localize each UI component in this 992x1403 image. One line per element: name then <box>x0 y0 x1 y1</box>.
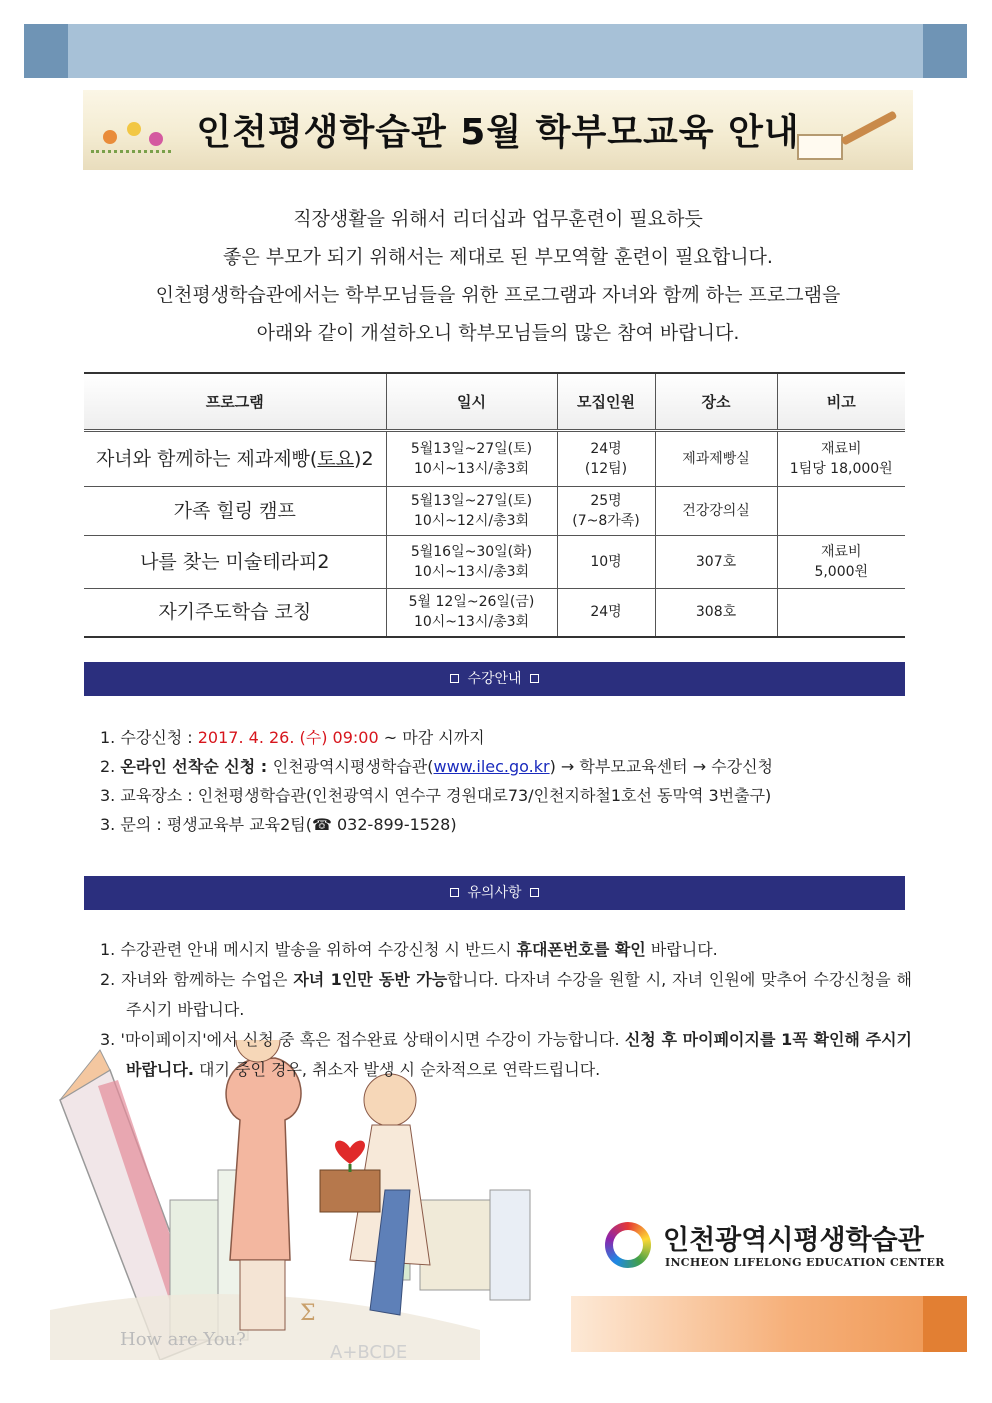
program-table <box>84 372 905 638</box>
list-item <box>100 965 912 1025</box>
item-label: 온라인 선착순 신청 : <box>120 757 273 776</box>
program-place: 308호 <box>655 588 777 637</box>
checkbox-icon <box>530 674 539 683</box>
heart-icon <box>335 1141 365 1164</box>
intro-line: 직장생활을 위해서 리더십과 업무훈련이 필요하듯 <box>293 208 703 230</box>
program-capacity: 24명 <box>557 588 655 637</box>
capacity-count: 25명 <box>590 492 622 509</box>
program-datetime <box>386 430 557 486</box>
top-decor-band <box>24 24 967 78</box>
list-item <box>100 752 915 781</box>
registration-date: 2017. 4. 26. (수) 09:00 <box>197 728 379 747</box>
capacity-detail: (7~8가족) <box>572 512 640 529</box>
book-stack-icon <box>420 1200 490 1290</box>
item-emphasis: 자녀 1인만 동반 가능 <box>293 970 448 989</box>
program-datetime <box>386 535 557 588</box>
bottom-decor-band <box>571 1296 967 1352</box>
program-name: 가족 힐링 캠프 <box>84 486 386 535</box>
top-band-left-cap <box>24 24 68 78</box>
capacity-count: 24명 <box>590 440 622 457</box>
program-note <box>777 535 905 588</box>
intro-line: 인천평생학습관에서는 학부모님들을 위한 프로그램과 자녀와 함께 하는 프로그램을 <box>155 284 841 306</box>
program-date: 5월 12일~26일(금) <box>408 594 535 611</box>
top-band-right-cap <box>923 24 967 78</box>
program-note <box>777 486 905 535</box>
logo-english-name: INCHEON LIFELONG EDUCATION CENTER <box>665 1256 945 1269</box>
table-row <box>84 430 905 486</box>
checkbox-icon <box>530 888 539 897</box>
notes-list <box>100 935 912 1085</box>
program-date: 5월13일~27일(토) <box>410 492 533 509</box>
program-place: 제과제빵실 <box>655 430 777 486</box>
item-number: 3. <box>100 786 116 805</box>
item-text: 수강관련 안내 메시지 발송을 위하여 수강신청 시 반드시 <box>120 940 517 959</box>
flower-pot-icon <box>320 1170 380 1212</box>
item-emphasis: 신청 후 마이페이지를 1꼭 확인해 주시기 바랍니다. <box>126 1030 913 1079</box>
item-text: '마이페이지'에서 신청 중 혹은 접수완료 상태이시면 수강이 가능합니다. <box>120 1030 625 1049</box>
list-item <box>100 810 915 839</box>
logo-emblem-icon <box>605 1222 651 1268</box>
item-text: 바랍니다. <box>645 940 718 959</box>
item-text: ~ 마감 시까지 <box>378 728 485 747</box>
list-item <box>100 935 912 965</box>
program-name: 자기주도학습 코칭 <box>84 588 386 637</box>
crayon-icon <box>490 1190 530 1300</box>
item-emphasis: 휴대폰번호를 확인 <box>516 940 646 959</box>
program-name <box>84 430 386 486</box>
item-text: 대기 중인 경우, 취소자 발생 시 순차적으로 연락드립니다. <box>193 1060 601 1079</box>
item-number: 2. <box>100 970 116 989</box>
item-number: 3. <box>100 1030 116 1049</box>
page-title: 인천평생학습관 5월 학부모교육 안내 <box>196 112 800 153</box>
intro-line: 아래와 같이 개설하오니 학부모님들의 많은 참여 바랍니다. <box>256 322 740 344</box>
item-text: 자녀와 함께하는 수업은 <box>121 970 294 989</box>
program-capacity <box>557 486 655 535</box>
note-line: 재료비 <box>820 440 862 457</box>
program-name-underlined: 토요 <box>317 447 355 470</box>
item-text: ) → 학부모교육센터 → 수강신청 <box>549 757 774 776</box>
col-header-datetime: 일시 <box>386 373 557 430</box>
bottom-band-right-cap <box>923 1296 967 1352</box>
list-item <box>100 1025 912 1085</box>
col-header-place: 장소 <box>655 373 777 430</box>
item-text: 합니다. 다자녀 수강을 원할 시, 자녀 인원에 맞추어 수강신청을 해 주시기 바랍니다. <box>126 970 912 1019</box>
item-number: 3. <box>100 815 116 834</box>
table-header-row <box>84 373 905 430</box>
program-time: 10시~13시/총3회 <box>413 460 530 477</box>
item-number: 2. <box>100 757 116 776</box>
program-date: 5월16일~30일(화) <box>410 543 533 560</box>
program-name-part: 자녀와 함께하는 제과제빵( <box>95 447 318 470</box>
intro-line: 좋은 부모가 되기 위해서는 제대로 된 부모역할 훈련이 필요합니다. <box>223 246 773 268</box>
formula-text: A+BCDE <box>330 1342 408 1360</box>
parent-legs <box>240 1260 285 1330</box>
program-capacity: 10명 <box>557 535 655 588</box>
table-row <box>84 588 905 637</box>
item-label: 수강신청 : <box>120 728 198 747</box>
list-item <box>100 781 915 810</box>
program-name: 나를 찾는 미술테라피2 <box>84 535 386 588</box>
col-header-program: 프로그램 <box>84 373 386 430</box>
section-title: 유의사항 <box>467 885 522 901</box>
item-text: 인천광역시평생학습관( <box>272 757 434 776</box>
program-time: 10시~13시/총3회 <box>413 614 530 631</box>
table-row <box>84 535 905 588</box>
note-line: 재료비 <box>820 543 862 560</box>
program-note <box>777 430 905 486</box>
list-item <box>100 723 915 752</box>
program-time: 10시~12시/총3회 <box>413 512 530 529</box>
item-number: 1. <box>100 728 116 747</box>
program-time: 10시~13시/총3회 <box>413 563 530 580</box>
program-capacity <box>557 430 655 486</box>
logo-name: 인천광역시평생학습관 <box>663 1225 924 1256</box>
capacity-detail: (12팀) <box>584 460 628 477</box>
program-date: 5월13일~27일(토) <box>410 440 533 457</box>
program-datetime <box>386 486 557 535</box>
sigma-symbol: Σ <box>300 1301 316 1326</box>
registration-info-list <box>100 723 915 839</box>
institution-logo <box>605 1218 945 1274</box>
program-place: 307호 <box>655 535 777 588</box>
note-line: 1팀당 18,000원 <box>789 460 893 477</box>
parent-child-illustration <box>50 1040 560 1360</box>
checkbox-icon <box>450 674 459 683</box>
item-text: 교육장소 : 인천평생학습관(인천광역시 연수구 경원대로73/인천지하철1호선 동막역 3번출구) <box>120 786 772 805</box>
item-number: 1. <box>100 940 116 959</box>
item-text: 문의 : 평생교육부 교육2팀(☎ 032-899-1528) <box>120 815 457 834</box>
checkbox-icon <box>450 888 459 897</box>
section-header-notes <box>84 876 905 910</box>
website-link[interactable]: www.ilec.go.kr <box>433 757 550 776</box>
section-title: 수강안내 <box>467 671 522 687</box>
program-place: 건강강의실 <box>655 486 777 535</box>
title-banner <box>83 90 913 170</box>
col-header-capacity: 모집인원 <box>557 373 655 430</box>
program-datetime <box>386 588 557 637</box>
note-line: 5,000원 <box>814 563 869 580</box>
program-name-part: )2 <box>354 447 374 470</box>
scribble-text: How are You? <box>120 1329 246 1350</box>
intro-paragraph <box>83 200 913 352</box>
section-header-registration <box>84 662 905 696</box>
program-note <box>777 588 905 637</box>
parent-figure <box>226 1058 301 1260</box>
col-header-note: 비고 <box>777 373 905 430</box>
table-row <box>84 486 905 535</box>
